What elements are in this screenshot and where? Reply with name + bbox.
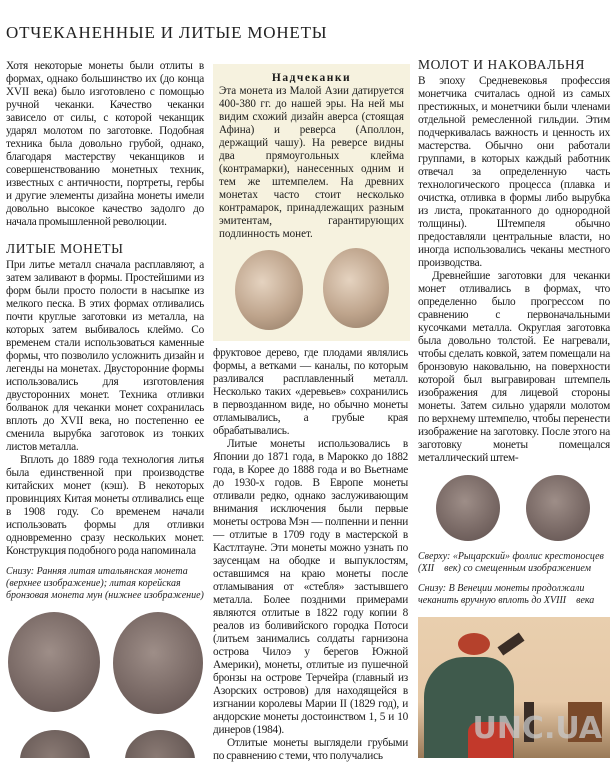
paragraph: В эпоху Средневековья профессия монетчика считалась одной из самых престижных, и монетчики были членами отдельной ремесленной гильдии. Этим подчеркивалась важность и ценность их мастерства. Обычно они работали группами, в которых каждый работник отвечал за определенную часть технологического процесса (плавка и очистка, отливка в формы либо вырубка из листа, прокатанного до однородной толщины). Штемпеля обычно предоставляли центральные власти, но иногда использовались чеканы местного производства. <box>418 75 610 269</box>
image-caption: Снизу: В Венеции монеты продолжали чеканить вручную вплоть до XVIII века <box>418 583 595 606</box>
sidebar-text: Эта монета из Малой Азии датируется 400-380 гг. до нашей эры. На ней мы видим схожий дизайн аверса (стоящая Афина) и реверса (Аполлон, держащий чашу). На реверсе видны два прямоугольных клейма (контрамарки), нанесенных одним и тем же штемпелем. На древних монетах часто стоит несколько контрамарок, принадлежащих разным эмитентам, гарантирующих подлинность монет. <box>219 85 404 240</box>
follis-reverse <box>526 475 590 541</box>
minter-painting <box>418 617 610 758</box>
cast-coins-image <box>6 608 204 758</box>
sidebar-title: Надчеканки <box>271 72 352 84</box>
follis-obverse <box>436 475 500 541</box>
italian-coin-reverse <box>113 612 203 714</box>
section-heading-hammer-anvil: МОЛОТ И НАКОВАЛЬНЯ <box>418 57 586 72</box>
paragraph: фруктовое дерево, где плодами являлись формы, а ветками — каналы, по которым разливался расплавленный металл. Несколько таких «деревьев» сохранились в первозданном виде, но обычно монеты отламывались, а грубые края обрабатывались. <box>213 347 408 437</box>
greek-coin-obverse <box>235 250 303 330</box>
paragraph: Отлитые монеты выглядели грубыми по сравнению с теми, что получались <box>213 737 408 762</box>
follis-coins-image <box>418 473 610 549</box>
minter-hat <box>458 633 490 655</box>
paragraph: Литые монеты использовались в Японии до 1871 года, в Марокко до 1882 года, в Корее до 1888 года и во Вьетнаме до 1930-х годов. В Европе монеты отливали редко, однако заслуживающим внимания исключения были первые монеты острова Мэн — полпенни и пенни — отлитые в 1709 году в мастерской в Кастлтауне. Эти монеты можно узнать по заусенцам на ободке и выпуклостям, оставшимся на краю монеты после отламывания от «стебля» застывшего металла. Более поздними примерами являются отлитые в 1822 году копии 8 реалов из боливийского городка Потоси (литьем занимались солдаты гарнизона острова Чилоэ у берегов Южной Америки), монеты, отлитые из пушечной бронзы на острове Терчейра (главный из Азорских островов) для находящейся в изгнании королевы Марии II (1829 год), и андорские монеты достоинством 1, 5 и 10 динеров (1984). <box>213 438 408 736</box>
paragraph: Вплоть до 1889 года технология литья была единственной при производстве китайских монет (кэш). В некоторых провинциях Китая монеты отливались еще в 1908 году. Со временем начали использовать формы для отливки одновременно сразу нескольких монет. Конструкция подобного рода напоминала <box>6 454 204 557</box>
page-title: ОТЧЕКАНЕННЫЕ И ЛИТЫЕ МОНЕТЫ <box>6 23 328 42</box>
image-caption: Сверху: «Рыцарский» фоллис крестоносцев (XII век) со смещенным изображением <box>418 551 607 574</box>
right-column <box>418 57 610 758</box>
intro-paragraph: Хотя некоторые монеты были отлиты в формах, однако большинство их (до конца XVII века) было изготовлено с помощью ручной чеканки. Качество чеканки зависело от силы, с которой чеканщик ударял молотом по заготовке. Подобная техника была довольно грубой, однако, благодаря мастерству чеканщиков и совершенствованию монетных техник, известных с античности, портреты, гербы и другие элементы дизайна монеты имели довольно высокое качество задолго до начала промышленной революции. <box>6 60 204 228</box>
korean-coin-reverse <box>125 730 195 758</box>
korean-coin-obverse <box>20 730 90 758</box>
watermark-logo: UNC.UA <box>472 711 602 746</box>
paragraph: При литье металл сначала расплавляют, а затем заливают в формы. Простейшими из форм были просто полости в насыпке из мелкого песка. В этих формах отливались почти круглые заготовки из металла, на которых затем выбивалось клеймо. Со временем стали использоваться каменные формы, что позволило усложнить дизайн и легенды на монетах. Двусторонние формы использовались для изготовления двусторонних монет. Техника отливки болванок для чеканки монет сохранилась вплоть до XVII века, но постепенно ее сменила вырубка заготовок из тонких листов металла. <box>6 259 204 453</box>
greek-coin-reverse <box>323 248 389 328</box>
hammer-icon <box>497 632 524 655</box>
paragraph: Древнейшие заготовки для чеканки монет отливались в формах, что определенно было прогрессом по сравнению с первоначальными кусочками металла. Округлая заготовка была довольно толстой. Ее нагревали, чтобы сделать ковкой, затем помещали на бронзовую наковальню, на поверхности которой был выгравирован штемпель изображения для лицевой стороны монеты. Затем сильно ударяли молотом по верхнему штемпелю, чтобы перенести изображение на заготовку. После этого на заготовку монеты помещался металлический штем- <box>418 270 610 464</box>
middle-column <box>213 347 408 763</box>
section-heading-cast-coins: ЛИТЫЕ МОНЕТЫ <box>6 241 124 256</box>
left-column <box>6 60 204 758</box>
italian-coin-obverse <box>8 612 100 712</box>
image-caption: Снизу: Ранняя литая итальянская монета (верхнее изображение); литая корейская бронзовая монета мун (нижнее изображение) <box>6 566 204 601</box>
countermarks-sidebar <box>213 64 410 341</box>
